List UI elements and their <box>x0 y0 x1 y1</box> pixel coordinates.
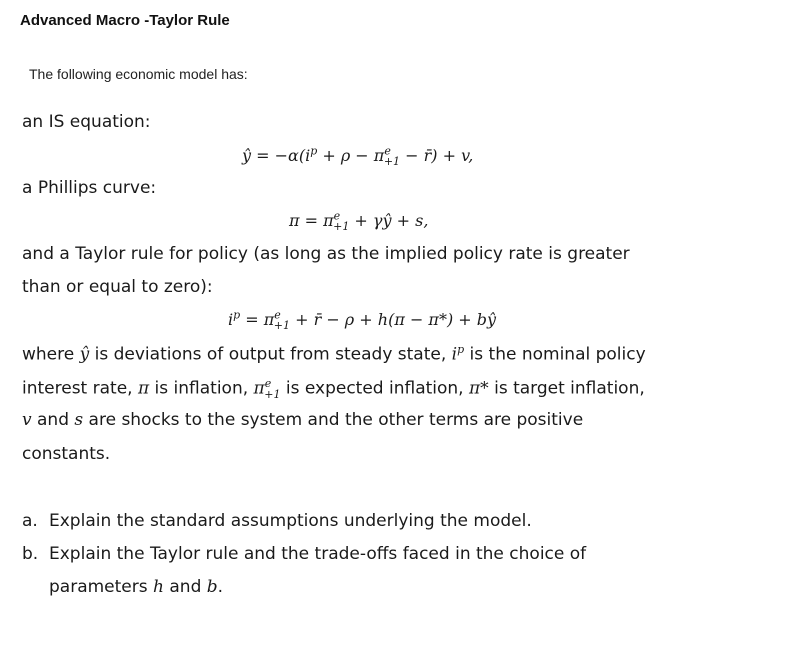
tr-eq-lhs: i <box>228 310 234 329</box>
is-eq-sup-p: p <box>310 144 318 158</box>
phillips-curve-label: a Phillips curve: <box>22 178 157 198</box>
is-eq-sub: +1 <box>383 155 401 169</box>
tr-eq-sup-e: e <box>274 308 281 322</box>
is-eq-mid: + ρ − π <box>317 146 385 165</box>
question-b <box>22 544 586 564</box>
def-l1-b: is deviations of output from steady state, <box>89 344 452 365</box>
def-l1-a: where <box>22 344 80 365</box>
def-l2-d: is target inflation, <box>488 378 645 399</box>
def-l1-c: is the nominal policy <box>464 344 646 365</box>
intro-text: The following economic model has: <box>29 66 248 82</box>
taylor-rule-label-line2: than or equal to zero): <box>22 277 213 297</box>
ph-eq-rhs: + γŷ + s, <box>349 211 429 230</box>
question-a-text: Explain the standard assumptions underlying the model. <box>49 511 532 531</box>
taylor-equation <box>228 308 497 333</box>
def-l2-pie: π <box>253 378 265 399</box>
question-b-b: b <box>206 577 218 597</box>
question-b-l2-a: parameters <box>49 577 154 597</box>
is-eq-lhs: ŷ = −α(i <box>242 146 311 165</box>
definitions-line4: constants. <box>22 444 111 464</box>
def-l2-b: is inflation, <box>149 378 254 399</box>
ph-eq-sup-e: e <box>333 209 341 223</box>
def-l2-pie-sub: +1 <box>264 388 281 402</box>
question-b-label: b. <box>22 544 39 564</box>
tr-eq-rhs: + r̄ − ρ + h(π − π*) + bŷ <box>290 310 497 329</box>
is-equation-label: an IS equation: <box>22 112 151 132</box>
question-a <box>22 511 532 531</box>
definitions-line3 <box>22 410 583 430</box>
question-b-line2 <box>49 577 223 597</box>
question-b-text-line1: Explain the Taylor rule and the trade-offs faced in the choice of <box>49 544 587 564</box>
is-equation <box>242 144 474 169</box>
phillips-equation <box>289 209 429 234</box>
question-a-label: a. <box>22 511 38 531</box>
def-l2-pie-sup: e <box>264 377 272 390</box>
question-b-l2-b: and <box>163 577 207 597</box>
def-l2-pistar: π* <box>469 378 489 399</box>
def-l1-ip-sup: p <box>457 343 465 356</box>
def-l1-yhat: ŷ <box>79 344 90 365</box>
definitions-line2 <box>22 377 645 401</box>
def-l2-c: is expected inflation, <box>280 378 469 399</box>
def-l3-a: and <box>31 410 75 430</box>
is-eq-rhs: − r̄) + v, <box>400 146 474 165</box>
def-l3-b: are shocks to the system and the other terms are positive <box>83 410 584 430</box>
question-b-h: h <box>153 577 164 597</box>
tr-eq-sub: +1 <box>273 319 290 333</box>
tr-eq-eq: = π <box>240 310 275 329</box>
taylor-rule-label-line1: and a Taylor rule for policy (as long as the implied policy rate is greater <box>22 244 630 264</box>
ph-eq-sub: +1 <box>333 220 350 234</box>
document-title: Advanced Macro -Taylor Rule <box>20 12 230 29</box>
question-b-l2-c: . <box>217 577 224 597</box>
is-eq-sup-e: e <box>384 144 391 158</box>
def-l3-v: v <box>22 410 32 430</box>
ph-eq-lhs: π = π <box>289 211 334 230</box>
definitions-line1 <box>22 343 808 365</box>
def-l2-pi: π <box>137 378 150 399</box>
tr-eq-sup-p: p <box>233 308 241 322</box>
def-l3-s: s <box>74 410 84 430</box>
def-l2-a: interest rate, <box>22 378 138 399</box>
def-l1-ip: i <box>451 344 458 365</box>
